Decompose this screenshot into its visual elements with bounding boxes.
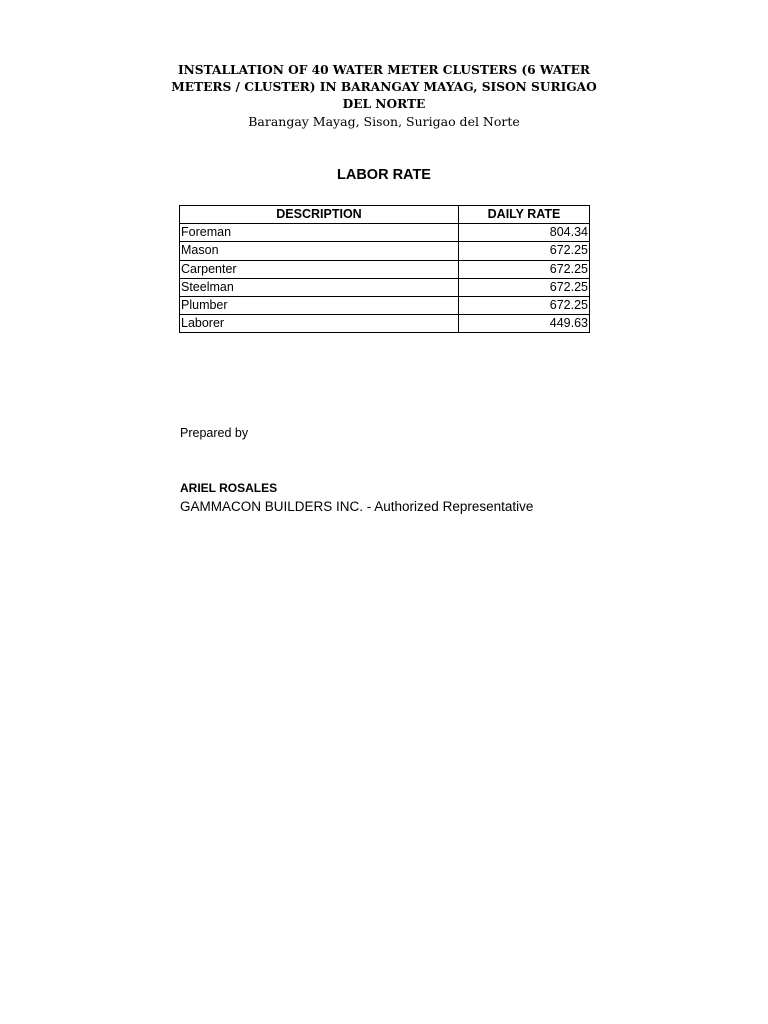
- cell-description: Mason: [180, 242, 459, 260]
- signer-role: GAMMACON BUILDERS INC. - Authorized Representative: [180, 499, 534, 514]
- section-title: LABOR RATE: [337, 167, 431, 183]
- prepared-by-label: Prepared by: [180, 426, 249, 440]
- cell-daily-rate: 449.63: [459, 315, 590, 333]
- cell-description: Laborer: [180, 315, 459, 333]
- cell-description: Carpenter: [180, 260, 459, 278]
- cell-daily-rate: 672.25: [459, 260, 590, 278]
- cell-description: Steelman: [180, 278, 459, 296]
- cell-daily-rate: 672.25: [459, 296, 590, 314]
- cell-daily-rate: 804.34: [459, 224, 590, 242]
- table-row: [180, 260, 590, 278]
- signer-name: ARIEL ROSALES: [180, 481, 278, 495]
- table-row: [180, 242, 590, 260]
- project-location: Barangay Mayag, Sison, Surigao del Norte: [248, 114, 520, 129]
- cell-daily-rate: 672.25: [459, 242, 590, 260]
- cell-daily-rate: 672.25: [459, 278, 590, 296]
- labor-rate-table: [179, 205, 590, 333]
- table-row: [180, 296, 590, 314]
- document-title-block: [170, 60, 598, 112]
- table-row: [180, 278, 590, 296]
- table-header-row: [180, 206, 590, 224]
- document-title: INSTALLATION OF 40 WATER METER CLUSTERS (6 WATER METERS / CLUSTER) IN BARANGAY MAYAG, SISON SURIGAO DEL NORTE: [171, 63, 597, 111]
- column-header-daily-rate: DAILY RATE: [459, 206, 590, 224]
- table-row: [180, 224, 590, 242]
- cell-description: Plumber: [180, 296, 459, 314]
- cell-description: Foreman: [180, 224, 459, 242]
- table-row: [180, 315, 590, 333]
- column-header-description: DESCRIPTION: [180, 206, 459, 224]
